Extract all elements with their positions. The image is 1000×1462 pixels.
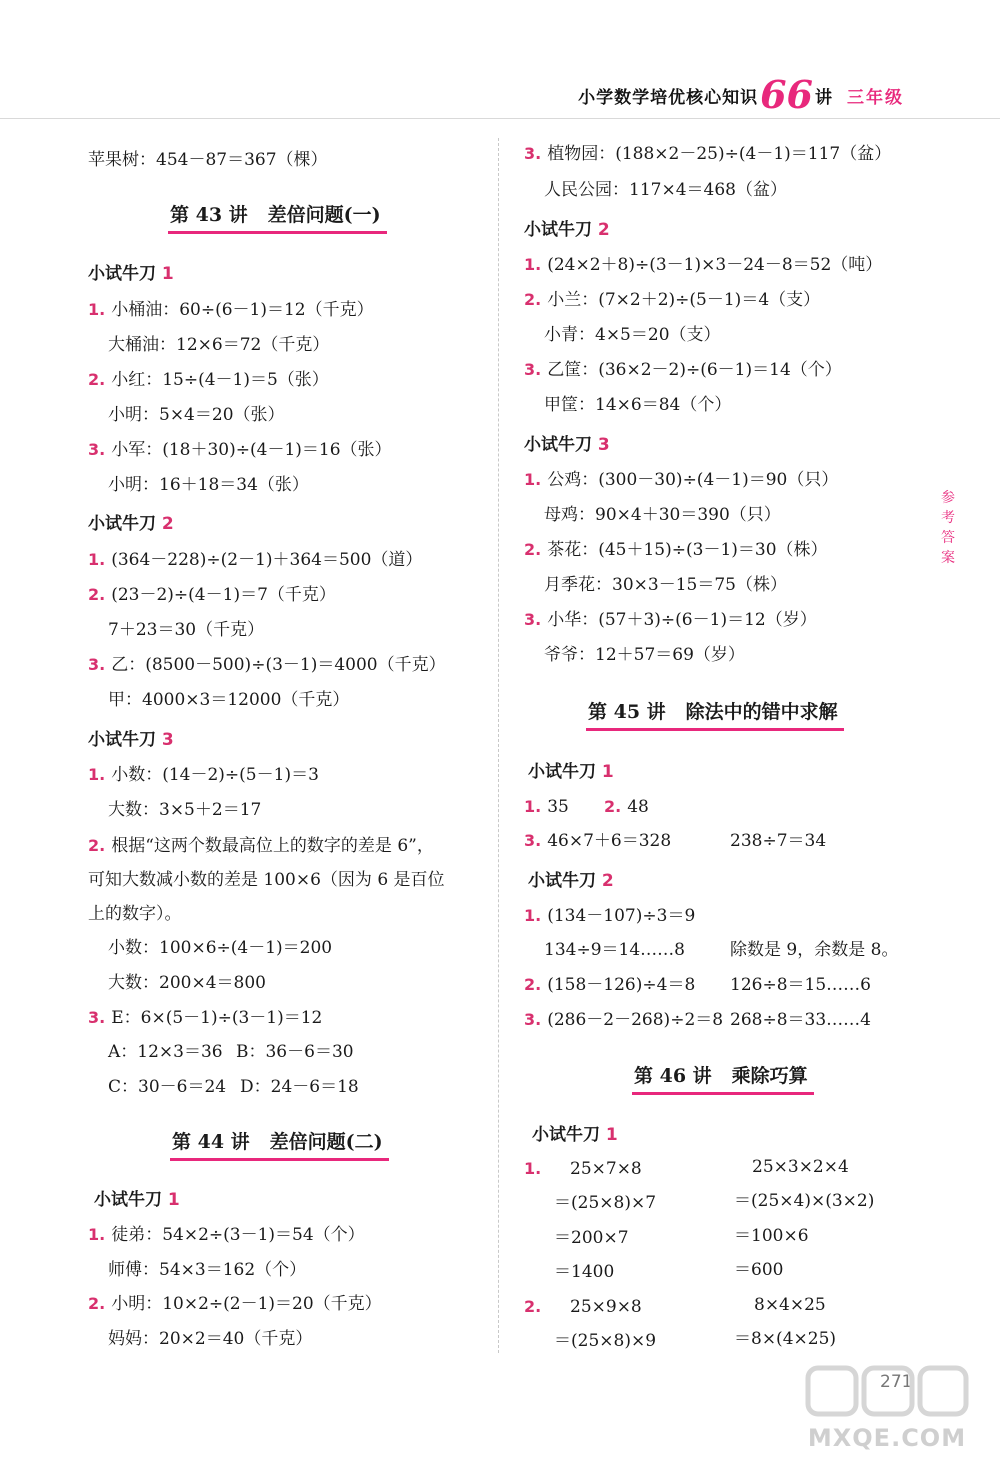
lecture-label: 第 45 讲 <box>588 701 666 723</box>
answer-text: ＝1400 <box>554 1262 615 1282</box>
answer-line <box>754 1293 826 1317</box>
answer-line <box>108 798 261 822</box>
answer-text: 上的数字）。 <box>88 904 182 924</box>
answer-line <box>544 938 685 962</box>
answer-line <box>108 1040 223 1064</box>
answer-line <box>734 1327 836 1351</box>
lecture-title: 差倍问题(一) <box>267 204 381 226</box>
lecture-label: 第 43 讲 <box>170 204 248 226</box>
answer-text: 人民公园：117×4＝468（盆） <box>544 180 787 200</box>
answer-text: 小红：15÷(4－1)＝5（张） <box>111 370 329 390</box>
answer-text: 大数：200×4＝800 <box>108 973 266 993</box>
item-number: 1. <box>88 550 106 569</box>
answer-line <box>108 1258 306 1282</box>
lecture-heading <box>586 698 844 731</box>
answer-text: 小华：(57＋3)÷(6－1)＝12（岁） <box>547 610 817 630</box>
answer-line <box>88 1292 382 1316</box>
answer-text: 徒弟：54×2÷(3－1)＝54（个） <box>111 1225 365 1245</box>
answer-line <box>554 1260 614 1284</box>
answer-line <box>734 1258 783 1282</box>
subsection-number: 1 <box>601 762 614 782</box>
book-number: 66 <box>760 72 813 117</box>
item-number: 2. <box>88 1294 106 1313</box>
answer-text: (286－2－268)÷2＝8 <box>547 1010 724 1030</box>
answer-text: 小桶油：60÷(6－1)＝12（千克） <box>111 300 374 320</box>
answer-text: B：36－6＝30 <box>236 1042 354 1062</box>
answer-text: (23－2)÷(4－1)＝7（千克） <box>111 585 336 605</box>
answer-line <box>88 868 445 892</box>
answer-line <box>108 1327 312 1351</box>
side-char: 案 <box>941 550 955 566</box>
answer-line <box>524 1157 547 1181</box>
subsection-label: 小试牛刀 <box>528 762 596 782</box>
answer-line <box>544 503 781 527</box>
item-number: 3. <box>524 360 542 379</box>
subsection-heading <box>532 1123 618 1147</box>
answer-text: C：30－6＝24 <box>108 1077 227 1097</box>
lecture-title: 差倍问题(二) <box>269 1131 383 1153</box>
answer-line <box>604 795 649 819</box>
page-number: 271 <box>880 1372 913 1392</box>
item-number: 2. <box>524 975 542 994</box>
answer-text: D：24－6＝18 <box>240 1077 359 1097</box>
answer-line <box>524 904 695 928</box>
subsection-number: 1 <box>605 1125 618 1145</box>
answer-text: 小明：5×4＝20（张） <box>108 405 285 425</box>
subsection-heading <box>88 262 174 286</box>
answer-text: 小明：16＋18＝34（张） <box>108 475 309 495</box>
answer-text: 238÷7＝34 <box>730 831 827 851</box>
answer-text: ＝(25×8)×7 <box>554 1193 657 1213</box>
subsection-label: 小试牛刀 <box>532 1125 600 1145</box>
answer-text: 乙：(8500－500)÷(3－1)＝4000（千克） <box>111 655 446 675</box>
subsection-number: 2 <box>161 514 174 534</box>
answer-line <box>524 142 891 166</box>
answer-line <box>524 829 671 853</box>
answer-text: 7＋23＝30（千克） <box>108 620 265 640</box>
item-number: 2. <box>88 585 106 604</box>
side-char: 考 <box>941 510 955 526</box>
item-number: 2. <box>604 797 622 816</box>
answer-text: (24×2＋8)÷(3－1)×3－24－8＝52（吨） <box>547 255 883 275</box>
answer-text: 小兰：(7×2＋2)÷(5－1)＝4（支） <box>547 290 821 310</box>
answer-line <box>524 1295 547 1319</box>
item-number: 3. <box>524 831 542 850</box>
subsection-label: 小试牛刀 <box>88 264 156 284</box>
answer-text: ＝200×7 <box>554 1228 629 1248</box>
answer-text: 小数：(14－2)÷(5－1)＝3 <box>111 765 319 785</box>
answer-text: ＝100×6 <box>734 1226 809 1246</box>
subsection-label: 小试牛刀 <box>94 1190 162 1210</box>
item-number: 2. <box>524 540 542 559</box>
item-number: 3. <box>88 1008 106 1027</box>
answer-text: 小数：100×6÷(4－1)＝200 <box>108 938 333 958</box>
answer-line <box>108 936 332 960</box>
book-title: 小学数学培优核心知识 <box>578 88 759 108</box>
answer-line <box>88 763 319 787</box>
item-number: 2. <box>88 370 106 389</box>
answer-line <box>730 829 826 853</box>
side-label <box>939 488 957 568</box>
answer-text: 大数：3×5＋2＝17 <box>108 800 262 820</box>
subsection-heading <box>528 760 614 784</box>
answer-line <box>544 178 787 202</box>
item-number: 1. <box>524 1159 542 1178</box>
subsection-number: 3 <box>161 730 174 750</box>
answer-line <box>108 971 266 995</box>
answer-line <box>240 1075 359 1099</box>
answer-line <box>108 333 329 357</box>
answer-line <box>108 1075 226 1099</box>
answer-text: 公鸡：(300－30)÷(4－1)＝90（只） <box>547 470 839 490</box>
answer-text: (158－126)÷4＝8 <box>547 975 696 995</box>
answer-text: 甲筐：14×6＝84（个） <box>544 395 732 415</box>
answer-text: 茶花：(45＋15)÷(3－1)＝30（株） <box>547 540 828 560</box>
answer-line <box>544 323 721 347</box>
subsection-heading <box>524 218 610 242</box>
answer-text: 8×4×25 <box>754 1295 826 1315</box>
answer-text: 根据“这两个数最高位上的数字的差是 6”， <box>111 836 434 856</box>
right-column <box>524 0 924 1462</box>
item-number: 1. <box>88 765 106 784</box>
subsection-label: 小试牛刀 <box>528 871 596 891</box>
item-number: 3. <box>524 610 542 629</box>
item-number: 1. <box>524 906 542 925</box>
lecture-heading <box>632 1062 814 1095</box>
subsection-heading <box>528 869 614 893</box>
answer-line <box>88 1006 322 1030</box>
answer-line <box>88 653 446 677</box>
item-number: 1. <box>524 470 542 489</box>
subsection-number: 2 <box>601 871 614 891</box>
answer-text: 35 <box>547 797 569 817</box>
subsection-number: 3 <box>597 435 610 455</box>
answer-line <box>88 298 374 322</box>
side-char: 参 <box>941 490 955 506</box>
answer-line <box>88 148 328 172</box>
answer-text: 苹果树：454－87＝367（棵） <box>88 150 328 170</box>
item-number: 1. <box>524 797 542 816</box>
answer-line <box>108 473 309 497</box>
answer-line <box>108 403 285 427</box>
subsection-label: 小试牛刀 <box>88 730 156 750</box>
answer-line <box>88 548 422 572</box>
answer-text: 母鸡：90×4＋30＝390（只） <box>544 505 781 525</box>
answer-text: 25×7×8 <box>570 1159 642 1179</box>
subsection-label: 小试牛刀 <box>524 220 592 240</box>
lecture-title: 乘除巧算 <box>731 1065 808 1087</box>
item-number: 3. <box>524 144 542 163</box>
answer-line <box>88 368 329 392</box>
answer-line <box>524 358 842 382</box>
book-title-suffix: 讲 <box>815 88 833 108</box>
item-number: 3. <box>524 1010 542 1029</box>
answer-text: 小明：10×2÷(2－1)＝20（千克） <box>111 1294 382 1314</box>
answer-text: ＝8×(4×25) <box>734 1329 837 1349</box>
answer-line <box>88 902 182 926</box>
answer-text: 25×3×2×4 <box>752 1157 849 1177</box>
answer-line <box>730 938 898 962</box>
answer-line <box>570 1295 642 1319</box>
answer-text: (134－107)÷3＝9 <box>547 906 696 926</box>
item-number: 2. <box>524 290 542 309</box>
answer-line <box>544 643 745 667</box>
answer-line <box>730 1008 871 1032</box>
answer-line <box>88 583 336 607</box>
subsection-heading <box>94 1188 180 1212</box>
answer-line <box>524 253 882 277</box>
answer-text: 46×7＋6＝328 <box>547 831 672 851</box>
answer-text: 48 <box>627 797 649 817</box>
answer-text: 268÷8＝33……4 <box>730 1010 871 1030</box>
answer-text: (364－228)÷(2－1)＋364＝500（道） <box>111 550 423 570</box>
answer-text: 小青：4×5＝20（支） <box>544 325 721 345</box>
item-number: 2. <box>88 836 106 855</box>
answer-line <box>524 1008 723 1032</box>
answer-text: 除数是 9，余数是 8。 <box>730 940 899 960</box>
answer-text: 妈妈：20×2＝40（千克） <box>108 1329 313 1349</box>
answer-line <box>88 834 434 858</box>
subsection-heading <box>88 512 174 536</box>
answer-text: 爷爷：12＋57＝69（岁） <box>544 645 745 665</box>
column-divider <box>498 138 499 1353</box>
answer-line <box>524 608 817 632</box>
subsection-number: 2 <box>597 220 610 240</box>
watermark-logo <box>802 1360 972 1460</box>
answer-line <box>108 688 349 712</box>
item-number: 1. <box>524 255 542 274</box>
answer-line <box>524 468 838 492</box>
answer-line <box>88 438 392 462</box>
grade-label: 三年级 <box>847 88 904 108</box>
answer-text: 134÷9＝14……8 <box>544 940 685 960</box>
item-number: 3. <box>88 440 106 459</box>
subsection-heading <box>88 728 174 752</box>
answer-line <box>570 1157 642 1181</box>
subsection-number: 1 <box>167 1190 180 1210</box>
answer-text: 大桶油：12×6＝72（千克） <box>108 335 330 355</box>
answer-line <box>734 1224 809 1248</box>
watermark-text: MXQE.COM <box>807 1424 967 1452</box>
answer-line <box>554 1226 629 1250</box>
answer-text: ＝(25×4)×(3×2) <box>734 1191 875 1211</box>
subsection-number: 1 <box>161 264 174 284</box>
answer-text: ＝600 <box>734 1260 784 1280</box>
answer-line <box>108 618 264 642</box>
answer-line <box>236 1040 354 1064</box>
answer-text: 25×9×8 <box>570 1297 642 1317</box>
item-number: 1. <box>88 300 106 319</box>
answer-text: A：12×3＝36 <box>108 1042 223 1062</box>
answer-text: 植物园：(188×2－25)÷(4－1)＝117（盆） <box>547 144 892 164</box>
answer-text: 师傅：54×3＝162（个） <box>108 1260 307 1280</box>
lecture-heading <box>170 1128 389 1161</box>
answer-text: 乙筐：(36×2－2)÷(6－1)＝14（个） <box>547 360 842 380</box>
answer-text: 甲：4000×3＝12000（千克） <box>108 690 350 710</box>
answer-text: 可知大数减小数的差是 100×6（因为 6 是百位 <box>88 870 445 890</box>
answer-line <box>524 538 828 562</box>
lecture-title: 除法中的错中求解 <box>685 701 838 723</box>
answer-line <box>88 1223 365 1247</box>
answer-line <box>752 1155 849 1179</box>
answer-text: E：6×(5－1)÷(3－1)＝12 <box>111 1008 323 1028</box>
answer-line <box>554 1191 656 1215</box>
answer-line <box>544 573 787 597</box>
answer-line <box>730 973 871 997</box>
answer-text: 月季花：30×3－15＝75（株） <box>544 575 787 595</box>
subsection-label: 小试牛刀 <box>524 435 592 455</box>
lecture-label: 第 46 讲 <box>634 1065 712 1087</box>
answer-text: 126÷8＝15……6 <box>730 975 871 995</box>
answer-line <box>524 288 820 312</box>
left-column <box>88 0 488 1462</box>
answer-line <box>734 1189 874 1213</box>
answer-text: 小军：(18＋30)÷(4－1)＝16（张） <box>111 440 392 460</box>
answer-line <box>524 973 695 997</box>
side-char: 答 <box>941 530 955 546</box>
subsection-heading <box>524 433 610 457</box>
answer-line <box>554 1329 656 1353</box>
item-number: 2. <box>524 1297 542 1316</box>
item-number: 1. <box>88 1225 106 1244</box>
answer-line <box>544 393 731 417</box>
answer-text: ＝(25×8)×9 <box>554 1331 657 1351</box>
watermark-icon <box>802 1360 972 1424</box>
lecture-heading <box>168 201 387 234</box>
answer-line <box>524 795 569 819</box>
lecture-label: 第 44 讲 <box>172 1131 250 1153</box>
subsection-label: 小试牛刀 <box>88 514 156 534</box>
item-number: 3. <box>88 655 106 674</box>
